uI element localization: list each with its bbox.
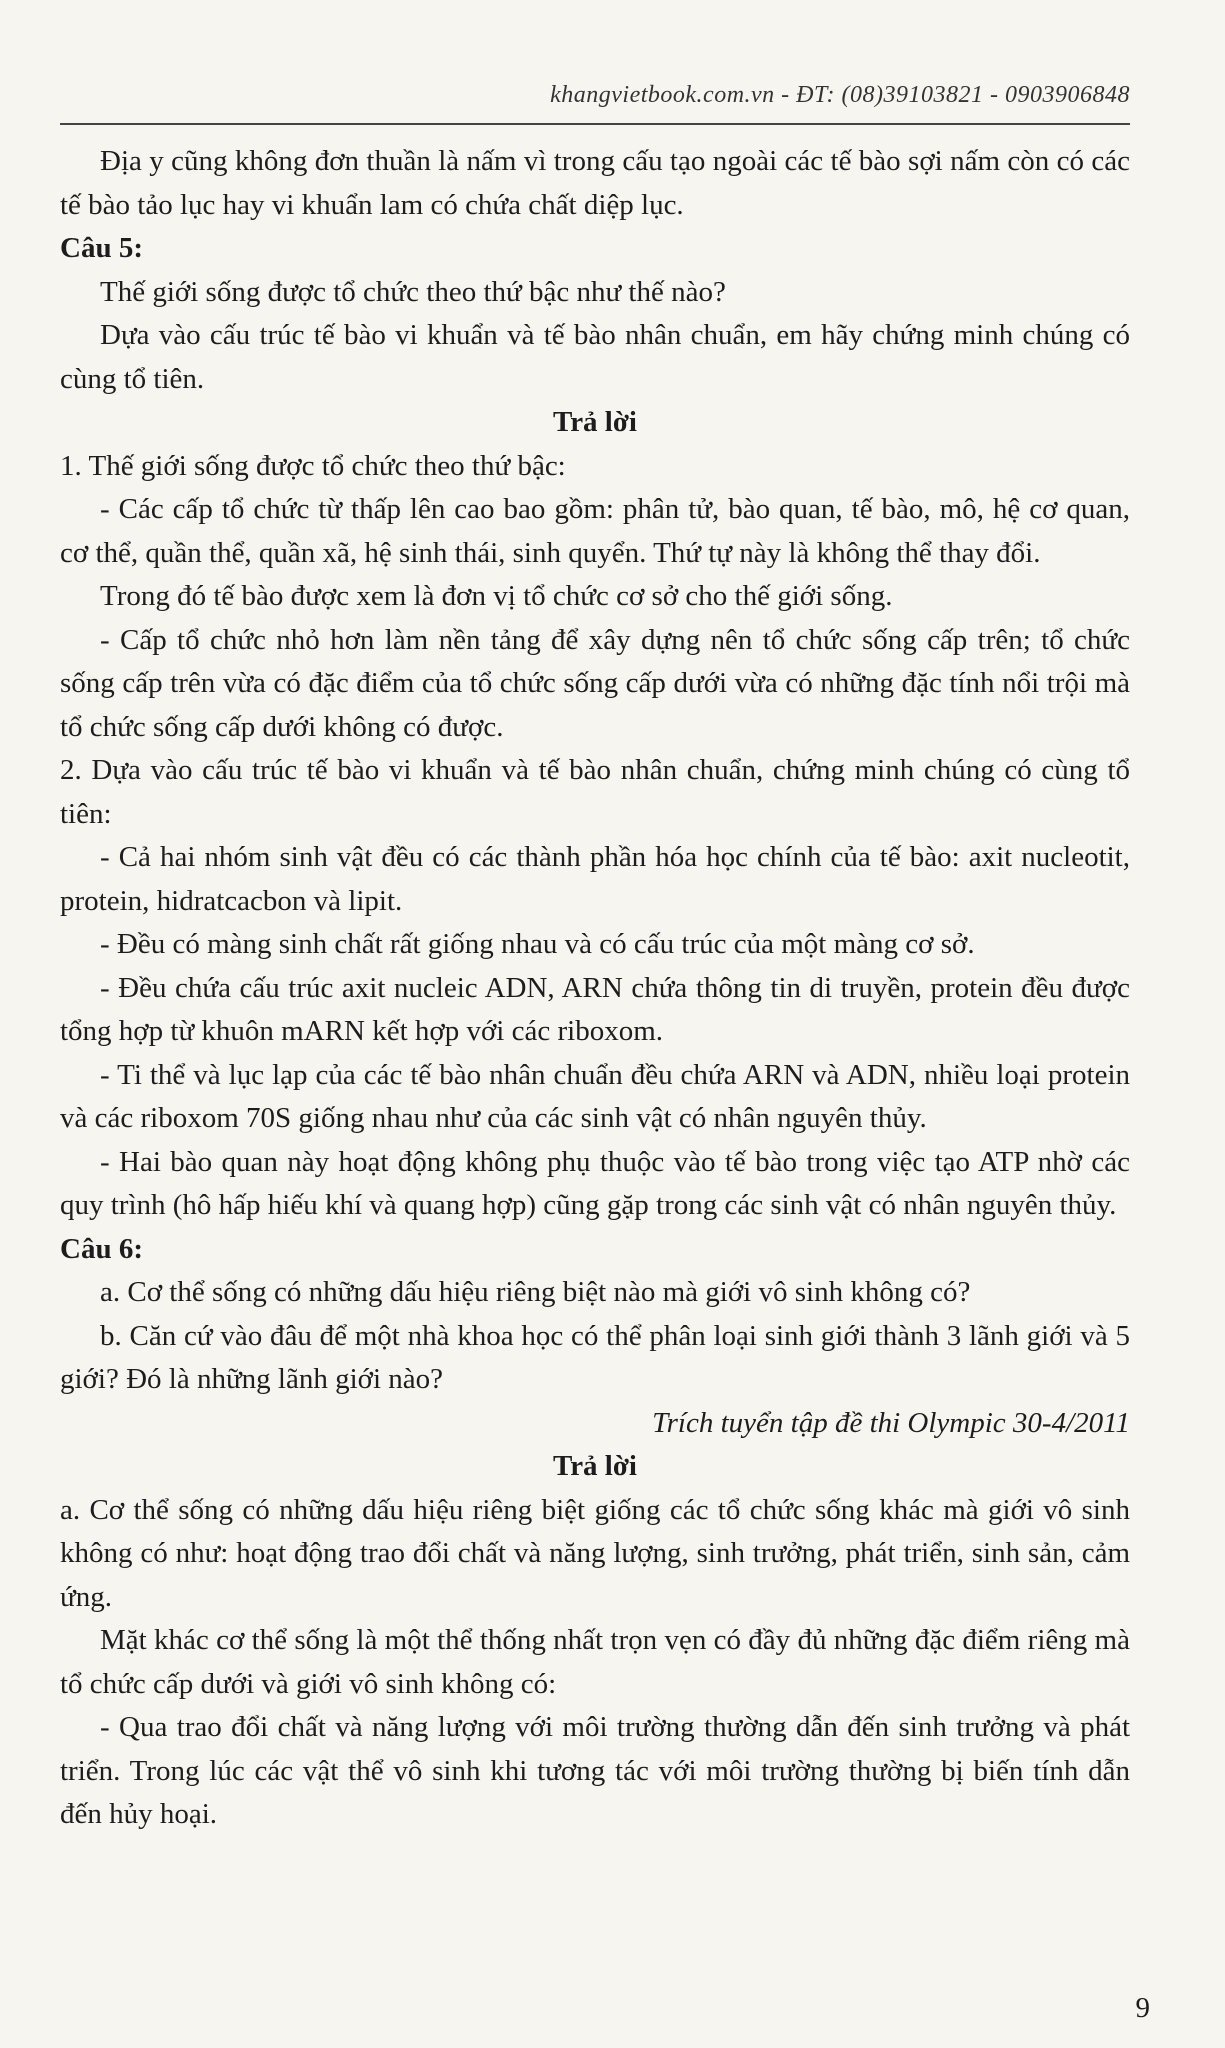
book-page	[60, 0, 1150, 2048]
page-content	[60, 140, 1130, 1837]
question-5-title: Câu 5:	[60, 232, 143, 264]
question-6-part-a: a. Cơ thể sống có những dấu hiệu riêng biệt nào mà giới vô sinh không có?	[100, 1276, 971, 1308]
question-5-text-2: Dựa vào cấu trúc tế bào vi khuẩn và tế bào nhân chuẩn, em hãy chứng minh chúng có cùng tổ tiên.	[60, 319, 1130, 395]
answer-6-part-a: a. Cơ thể sống có những dấu hiệu riêng biệt giống các tổ chức sống khác mà giới vô sinh không có như: hoạt động trao đổi chất và năng lượng, sinh trưởng, phát triển, sinh sản, cảm ứng.	[60, 1493, 1130, 1613]
answer-5-part-2c: - Đều chứa cấu trúc axit nucleic ADN, ARN chứa thông tin di truyền, protein đều được tổng hợp từ khuôn mARN kết hợp với các riboxom.	[60, 971, 1130, 1047]
question-6-title: Câu 6:	[60, 1232, 143, 1265]
paragraph-lichen: Địa y cũng không đơn thuần là nấm vì trong cấu tạo ngoài các tế bào sợi nấm còn có các tế bào tảo lục hay vi khuẩn lam có chứa chất diệp lục.	[60, 145, 1130, 221]
question-6-source: Trích tuyển tập đề thi Olympic 30-4/2011	[652, 1406, 1130, 1439]
answer-heading-6: Trả lời	[553, 1450, 637, 1482]
answer-5-part-2a: - Cả hai nhóm sinh vật đều có các thành phần hóa học chính của tế bào: axit nucleotit, protein, hidratcacbon và lipit.	[60, 841, 1130, 917]
answer-5-part-2: 2. Dựa vào cấu trúc tế bào vi khuẩn và tế bào nhân chuẩn, chứng minh chúng có cùng tổ tiên:	[60, 754, 1130, 830]
answer-5-part-1c: - Cấp tổ chức nhỏ hơn làm nền tảng để xây dựng nên tổ chức sống cấp trên; tổ chức sống cấp trên vừa có đặc điểm của tổ chức sống cấp dưới vừa có những đặc tính nổi trội mà tổ chức sống cấp dưới không có được.	[60, 623, 1130, 743]
answer-6-part-a2: Mặt khác cơ thể sống là một thể thống nhất trọn vẹn có đầy đủ những đặc điểm riêng mà tổ chức cấp dưới và giới vô sinh không có:	[60, 1624, 1130, 1700]
answer-5-part-2d: - Ti thể và lục lạp của các tế bào nhân chuẩn đều chứa ARN và ADN, nhiều loại protein và các riboxom 70S giống nhau như của các sinh vật có nhân nguyên thủy.	[60, 1058, 1130, 1134]
question-6-part-b: b. Căn cứ vào đâu để một nhà khoa học có thể phân loại sinh giới thành 3 lãnh giới và 5 giới? Đó là những lãnh giới nào?	[60, 1319, 1130, 1395]
page-number: 9	[1135, 1992, 1150, 2024]
answer-5-part-2b: - Đều có màng sinh chất rất giống nhau và có cấu trúc của một màng cơ sở.	[100, 928, 975, 960]
answer-5-part-1a: - Các cấp tổ chức từ thấp lên cao bao gồm: phân tử, bào quan, tế bào, mô, hệ cơ quan, cơ thể, quần thể, quần xã, hệ sinh thái, sinh quyển. Thứ tự này là không thể thay đổi.	[60, 493, 1130, 569]
answer-5-part-1: 1. Thế giới sống được tổ chức theo thứ bậc:	[60, 449, 566, 482]
header-divider	[60, 123, 1130, 125]
question-5-text-1: Thế giới sống được tổ chức theo thứ bậc như thế nào?	[100, 275, 726, 308]
page-header: khangvietbook.com.vn - ĐT: (08)39103821 - 0903906848	[550, 82, 1130, 108]
answer-heading-5: Trả lời	[553, 406, 637, 438]
answer-5-part-2e: - Hai bào quan này hoạt động không phụ thuộc vào tế bào trong việc tạo ATP nhờ các quy trình (hô hấp hiếu khí và quang hợp) cũng gặp trong các sinh vật có nhân nguyên thủy.	[60, 1145, 1130, 1221]
answer-5-part-1b: Trong đó tế bào được xem là đơn vị tổ chức cơ sở cho thế giới sống.	[100, 580, 893, 612]
answer-6-part-a3: - Qua trao đổi chất và năng lượng với môi trường thường dẫn đến sinh trưởng và phát triển. Trong lúc các vật thể vô sinh khi tương tác với môi trường thường bị biến tính dẫn đến hủy hoại.	[60, 1711, 1130, 1830]
